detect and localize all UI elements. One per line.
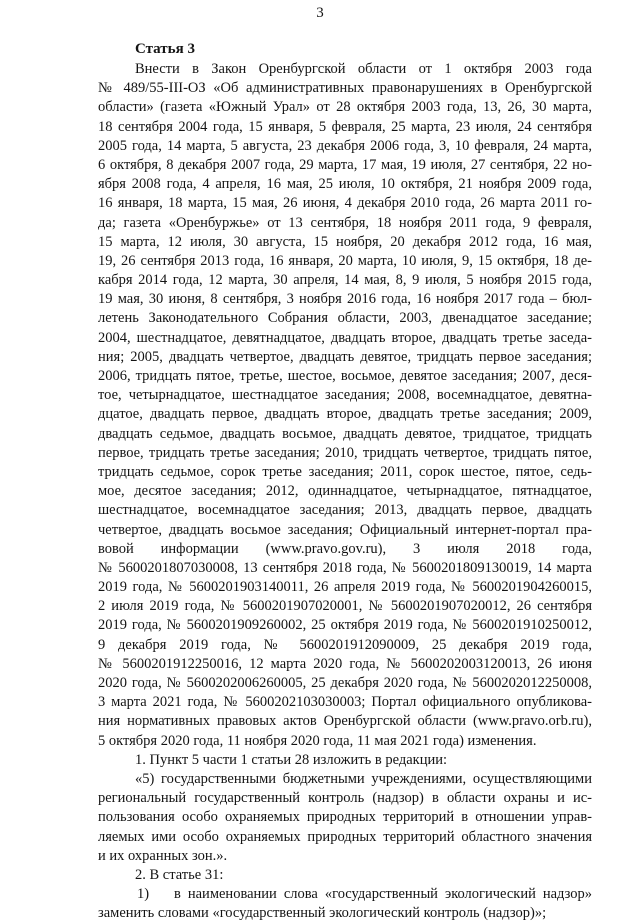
text-line: 3 марта 2021 года, № 5600202103030003; Портал официального опубликова- bbox=[98, 694, 592, 711]
text-line: дцатое, двадцать первое, двадцать второе, двадцать третье заседания; 2009, bbox=[98, 406, 592, 423]
text-line: тридцать седьмое, сорок третье заседания; 2011, сорок шестое, пятое, седь- bbox=[98, 463, 592, 480]
text-line: шестнадцатое, восемнадцатое заседания; 2013, двадцать первое, двадцать bbox=[98, 502, 592, 519]
text-line: 19 мая, 30 июня, 8 сентября, 3 ноября 2016 года, 16 ноября 2017 года – бюл- bbox=[98, 291, 592, 308]
text-line: вовой информации (www.pravo.gov.ru), 3 июля 2018 года, bbox=[98, 540, 592, 557]
text-line: первое, тридцать третье заседания; 2010, тридцать четвертое, тридцать пятое, bbox=[98, 444, 592, 461]
text-line: 5 октября 2020 года, 11 ноября 2020 года, 11 мая 2021 года) изменения. bbox=[98, 732, 537, 749]
text-line: тое, четырнадцатое, шестнадцатое заседания; 2008, восемнадцатое, девятна- bbox=[98, 387, 592, 404]
text-line: ния нормативных правовых актов Оренбургской области (www.pravo.orb.ru), bbox=[98, 713, 592, 730]
text-line: 2004, шестнадцатое, девятнадцатое, двадцать второе, двадцать третье заседа- bbox=[98, 329, 592, 346]
list-item-number: 1) bbox=[137, 886, 150, 903]
text-line: 2020 года, № 5600202006260005, 25 декабря 2020 года, № 5600202012250008, bbox=[98, 675, 592, 691]
article-heading: Статья 3 bbox=[135, 41, 195, 57]
text-line: «5) государственными бюджетными учреждениями, осуществляющими bbox=[135, 770, 592, 787]
text-line: мое, десятое заседания; 2012, одиннадцатое, четырнадцатое, пятнадцатое, bbox=[98, 483, 592, 500]
text-line: да; газета «Оренбуржье» от 13 сентября, 18 ноября 2011 года, 9 февраля, bbox=[98, 214, 592, 231]
text-line: 2. В статье 31: bbox=[135, 866, 224, 883]
text-line: региональный государственный контроль (надзор) в области охраны и ис- bbox=[98, 790, 592, 807]
text-line: 2019 года, № 5600201909260002, 25 октября 2019 года, № 5600201910250012, bbox=[98, 617, 592, 634]
text-line: пользования особо охраняемых природных территорий в отношении управ- bbox=[98, 809, 592, 826]
text-line: 15 марта, 12 июля, 30 августа, 15 ноября, 20 декабря 2012 года, 16 мая, bbox=[98, 233, 592, 250]
text-line: ляемых ими особо охраняемых природных территорий областного значения bbox=[98, 828, 592, 845]
text-line: 19, 26 сентября 2013 года, 16 января, 20 марта, 10 июля, 9, 15 октября, 18 де- bbox=[98, 252, 592, 269]
text-line: кабря 2014 года, 12 марта, 30 апреля, 14 мая, 8, 9 июля, 5 ноября 2015 года, bbox=[98, 272, 592, 289]
text-line: 2006, тридцать пятое, третье, шестое, восьмое, девятое заседания; 2007, деся- bbox=[98, 368, 592, 384]
text-line: 9 декабря 2019 года, № 5600201912090009, 25 декабря 2019 года, bbox=[98, 636, 592, 653]
text-line: ния; 2005, двадцать четвертое, двадцать девятое, тридцать первое заседания; bbox=[98, 348, 592, 365]
text-line: № 489/55-III-ОЗ «Об административных правонарушениях в Оренбургской bbox=[98, 80, 592, 97]
text-line: 1. Пункт 5 части 1 статьи 28 изложить в редакции: bbox=[135, 751, 447, 768]
text-line: Внести в Закон Оренбургской области от 1 октября 2003 года bbox=[135, 61, 592, 77]
text-line: 2005 года, 14 марта, 5 августа, 23 декабря 2006 года, 3, 10 февраля, 24 марта, bbox=[98, 137, 592, 154]
article-body bbox=[98, 60, 592, 923]
text-line: области» (газета «Южный Урал» от 28 октября 2003 года, 13, 26, 30 марта, bbox=[98, 99, 592, 116]
text-line: № 5600201912250016, 12 марта 2020 года, № 5600202003120013, 26 июня bbox=[98, 655, 592, 672]
text-line: и их охранных зон.». bbox=[98, 847, 228, 864]
list-item-continuation: заменить словами «государственный экологический контроль (надзор)»; bbox=[98, 905, 547, 922]
list-item-text: в наименовании слова «государственный экологический надзор» bbox=[174, 886, 592, 903]
text-line: 6 октября, 8 декабря 2007 года, 29 марта, 17 мая, 19 июля, 27 сентября, 22 но- bbox=[98, 156, 592, 173]
page-number: 3 bbox=[316, 5, 324, 21]
text-line: двадцать седьмое, двадцать восьмое, двадцать девятое, тридцатое, тридцать bbox=[98, 425, 592, 442]
text-line: ября 2008 года, 4 апреля, 16 мая, 25 июля, 10 октября, 21 ноября 2009 года, bbox=[98, 176, 592, 193]
text-line: 2 июля 2019 года, № 5600201907020001, № 5600201907020012, 26 сентября bbox=[98, 598, 592, 615]
text-line: летень Законодательного Собрания области, 2003, двенадцатое заседание; bbox=[98, 310, 592, 327]
text-line: № 5600201807030008, 13 сентября 2018 года, № 5600201809130019, 14 марта bbox=[98, 559, 592, 576]
list-item-1 bbox=[98, 885, 592, 904]
text-line: 2019 года, № 5600201903140011, 26 апреля 2019 года, № 5600201904260015, bbox=[98, 579, 592, 596]
text-line: четвертое, двадцать восьмое заседания; Официальный интернет-портал пра- bbox=[98, 521, 592, 538]
text-line: 16 января, 18 марта, 15 мая, 26 июня, 4 декабря 2010 года, 26 марта 2011 го- bbox=[98, 195, 592, 212]
text-line: 18 сентября 2004 года, 15 января, 5 февраля, 25 марта, 23 июля, 24 сентября bbox=[98, 118, 592, 135]
